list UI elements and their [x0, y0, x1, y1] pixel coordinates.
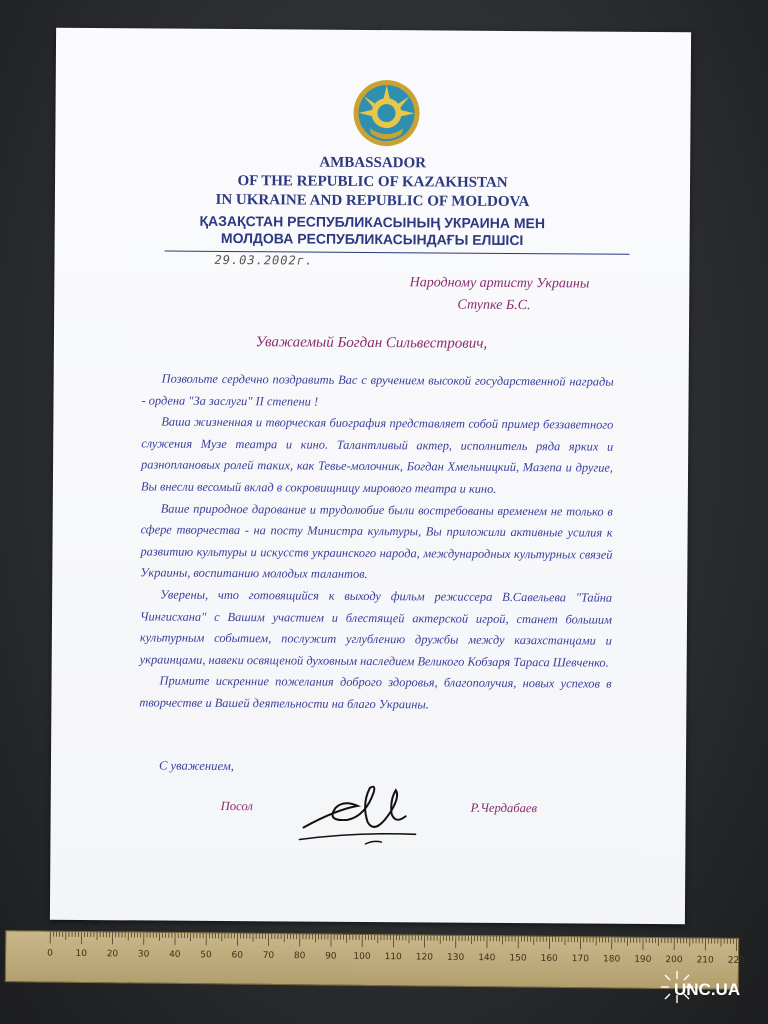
handwritten-signature	[295, 769, 421, 850]
letterhead-line: IN UKRAINE AND REPUBLIC OF MOLDOVA	[215, 191, 530, 211]
letterhead-kazakh	[55, 212, 690, 250]
ruler-label: 200	[665, 955, 683, 966]
watermark-text: UNC.UA	[674, 980, 741, 999]
closing-line: С уважением,	[158, 758, 234, 774]
body-paragraph: Позвольте сердечно поздравить Вас с вручением высокой государственной награды - ордена "За заслуги" II степени !	[141, 371, 614, 409]
letter-sheet	[50, 28, 691, 924]
addressee-name: Ступке Б.С.	[457, 297, 531, 314]
body-paragraph: Уверены, что готовящийся к выходу фильм режиссера В.Савельева "Тайна Чингисхана" с Вашим участием и блестящей актерской игрой, станет большим культурным событием, послужит углублению дружбы между казахстанцами и украинцами, навеки освященой духовным наследием Великого Кобзаря Тараса Шевченко.	[139, 587, 613, 670]
ruler-label: 20	[106, 949, 119, 960]
ruler-label: 180	[602, 954, 621, 965]
watermark	[660, 968, 760, 1018]
addressee-block	[409, 272, 589, 317]
ruler-label: 50	[200, 950, 212, 961]
ruler-label: 70	[262, 950, 275, 961]
ruler-label: 140	[478, 953, 496, 964]
ruler-label: 40	[169, 949, 181, 960]
salutation: Уважаемый Богдан Сильвестрович,	[255, 334, 488, 352]
ruler-label: 80	[293, 951, 306, 962]
ruler-label: 190	[634, 954, 652, 965]
ruler-label: 10	[75, 948, 88, 960]
body-paragraph: Примите искренние пожелания доброго здоровья, благополучия, новых успехов в творчестве и Вашей деятельности на благо Украины.	[139, 673, 612, 712]
letterhead-line: ҚАЗАҚСТАН РЕСПУБЛИКАСЫНЫҢ УКРАИНА МЕН	[199, 212, 546, 232]
letter-body	[139, 368, 613, 717]
ruler-label: 160	[540, 953, 558, 964]
letterhead-title: AMBASSADOR	[319, 154, 427, 172]
ruler-label: 210	[696, 955, 714, 966]
ruler-scale	[6, 931, 746, 989]
ruler-label: 110	[384, 952, 402, 963]
letterhead-english	[55, 152, 690, 213]
body-paragraph: Ваша жизненная и творческая биография представляет собой пример беззаветного служения Музе театра и кино. Талантливый актер, исполнитель ряда ярких и разноплановых ролей таких, как Тевье-молочник, Богдан Хмельницкий, Мазепа и другие, Вы внесли весомый вклад в сокровищницу мирового театра и кино.	[140, 414, 614, 496]
signatory-name: Р.Чердабаев	[470, 800, 538, 816]
signatory-title: Посол	[220, 798, 253, 814]
addressee-line: Народному артисту Украины	[409, 275, 590, 292]
ruler-label: 60	[231, 950, 244, 961]
letterhead-line: OF THE REPUBLIC OF KAZAKHSTAN	[237, 173, 508, 191]
ruler-label: 120	[415, 952, 434, 963]
letter-date: 29.03.2002г.	[214, 252, 314, 268]
body-paragraph: Ваше природное дарование и трудолюбие были востребованы временем не только в сфере творчества - на посту Министра культуры, Вы приложили активные усилия к развитию культуры и искусств украинского народа, международных культурных связей Украины, воспитанию молодых талантов.	[140, 501, 613, 582]
kazakhstan-emblem-icon	[351, 78, 421, 148]
letterhead-line: МОЛДОВА РЕСПУБЛИКАСЫНДАҒЫ ЕЛШІСІ	[220, 229, 524, 249]
ruler-label: 0	[47, 948, 53, 959]
ruler-label: 130	[446, 952, 465, 963]
ruler-label: 220	[727, 955, 746, 966]
ruler-label: 30	[137, 949, 150, 960]
ruler-label: 170	[571, 954, 590, 965]
ruler-label: 150	[509, 953, 527, 964]
ruler-label: 100	[353, 951, 371, 962]
measuring-ruler	[5, 930, 746, 990]
ruler-label: 90	[325, 951, 337, 962]
